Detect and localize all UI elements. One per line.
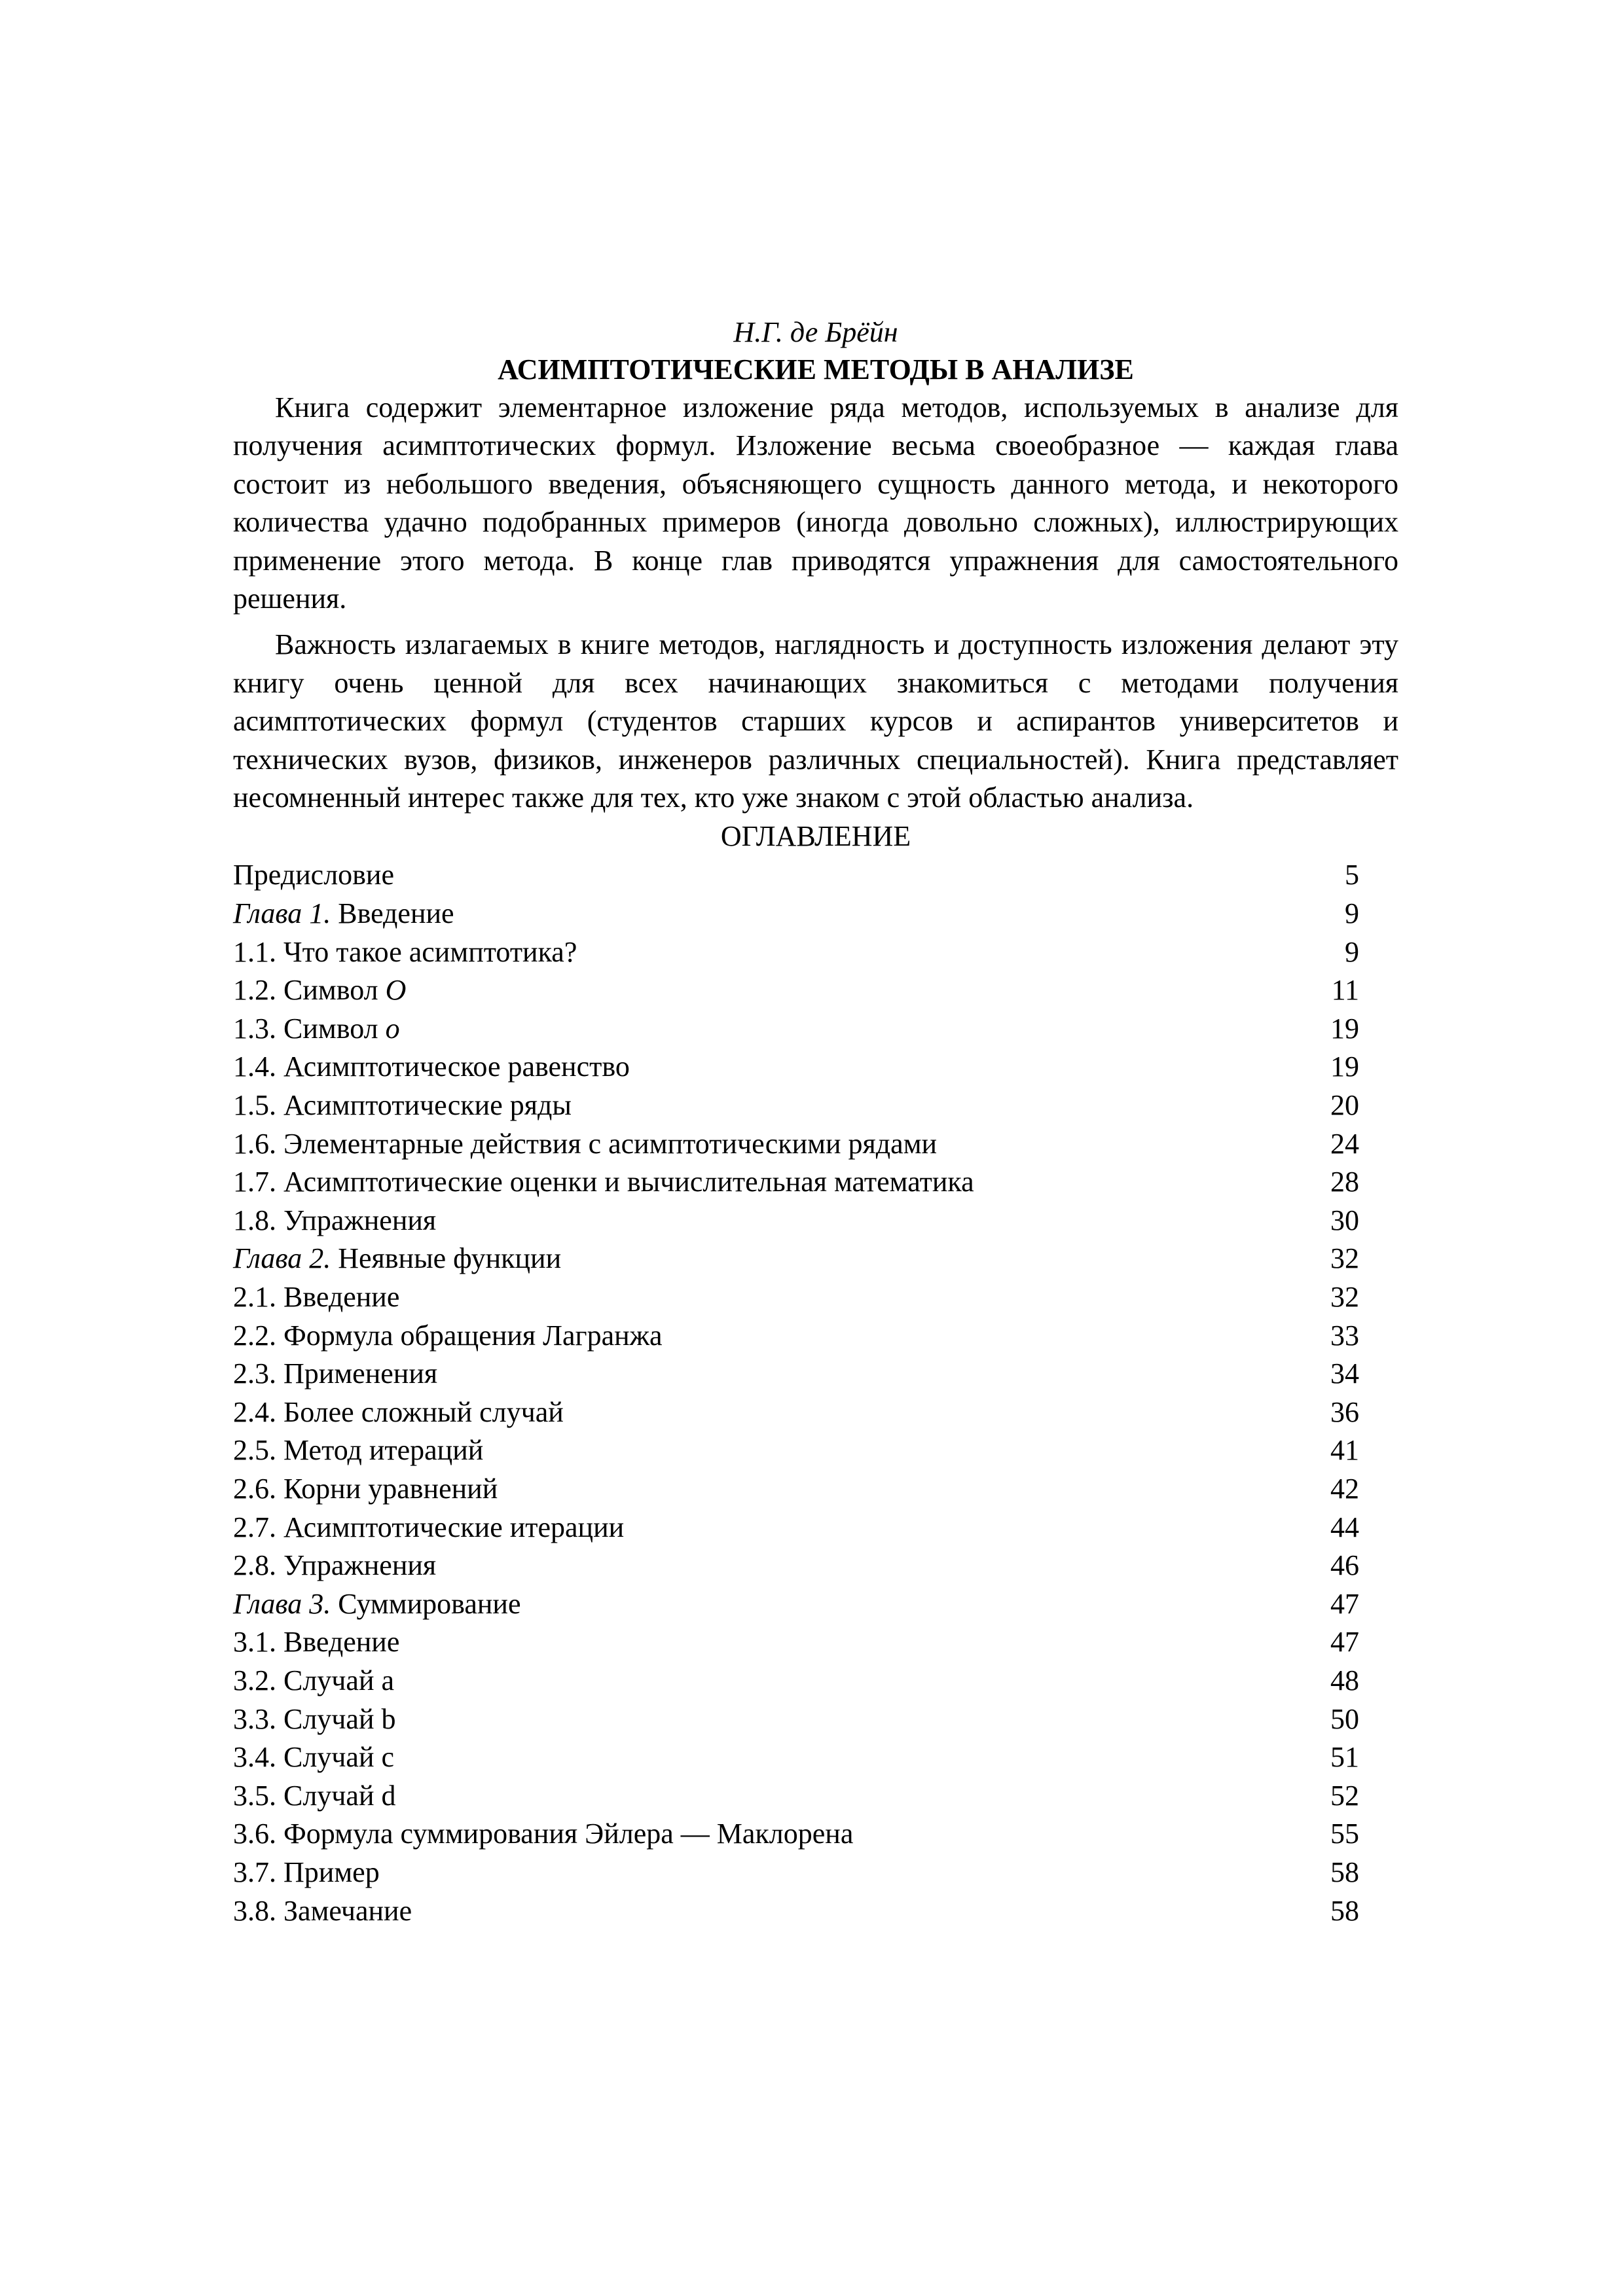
toc-chapter-prefix: Глава 1. bbox=[233, 897, 331, 930]
toc-page-number: 19 bbox=[1330, 1012, 1359, 1045]
toc-entry-label: 3.2. Случай a bbox=[233, 1664, 395, 1696]
toc-entry-title bbox=[233, 1777, 396, 1816]
toc-entry bbox=[233, 1010, 1398, 1049]
toc-entry-title bbox=[233, 1509, 624, 1547]
toc-entry-title bbox=[233, 1048, 630, 1086]
toc-entry bbox=[233, 1547, 1398, 1585]
toc-entry bbox=[233, 1815, 1398, 1854]
toc-heading: ОГЛАВЛЕНИЕ bbox=[720, 820, 911, 853]
toc-page-number: 52 bbox=[1330, 1779, 1359, 1812]
toc-chapter-prefix: Глава 2. bbox=[233, 1242, 331, 1275]
toc-entry-title bbox=[233, 1547, 436, 1585]
page bbox=[233, 314, 1398, 1930]
toc-entry-label: Неявные функции bbox=[331, 1242, 562, 1275]
toc-entry-label: 1.3. Символ bbox=[233, 1012, 386, 1045]
toc-entry bbox=[233, 1125, 1398, 1164]
toc-entry-label: 2.5. Метод итераций bbox=[233, 1434, 484, 1467]
toc-entry-title bbox=[233, 1393, 564, 1432]
toc-entry bbox=[233, 1202, 1398, 1240]
toc-entry-label: Суммирование bbox=[331, 1587, 521, 1620]
toc-entry bbox=[233, 1240, 1398, 1278]
toc-entry-label: 1.2. Символ bbox=[233, 974, 386, 1007]
toc-page-number: 55 bbox=[1330, 1818, 1359, 1850]
toc-page-number: 44 bbox=[1330, 1511, 1359, 1543]
toc-page-number: 24 bbox=[1330, 1127, 1359, 1160]
toc-entry-label: 1.4. Асимптотическое равенство bbox=[233, 1050, 630, 1083]
toc-entry bbox=[233, 1163, 1398, 1202]
toc-entry-label: 1.8. Упражнения bbox=[233, 1204, 437, 1236]
toc-entry-label: 3.6. Формула суммирования Эйлера — Маклорена bbox=[233, 1818, 854, 1850]
toc-entry-label: 3.8. Замечание bbox=[233, 1894, 412, 1927]
toc-entry-title bbox=[233, 1585, 520, 1624]
toc-page-number: 47 bbox=[1330, 1587, 1359, 1620]
toc-entry bbox=[233, 1278, 1398, 1317]
toc-entry-label: 2.8. Упражнения bbox=[233, 1549, 437, 1582]
toc-entry-title bbox=[233, 1662, 394, 1700]
toc-page-number: 50 bbox=[1330, 1702, 1359, 1735]
toc-entry-label: 2.1. Введение bbox=[233, 1281, 400, 1313]
toc-entry-label: 2.2. Формула обращения Лагранжа bbox=[233, 1319, 663, 1352]
toc-entry bbox=[233, 1892, 1398, 1931]
toc-entry-label: 3.4. Случай c bbox=[233, 1741, 395, 1774]
toc-entry-title bbox=[233, 1163, 974, 1202]
toc-entry-symbol: O bbox=[385, 974, 407, 1007]
toc-entry-title bbox=[233, 1125, 937, 1164]
toc-entry-label: 2.7. Асимптотические итерации bbox=[233, 1511, 625, 1543]
toc-entry bbox=[233, 1738, 1398, 1777]
toc-entry bbox=[233, 856, 1398, 895]
toc-entry-title bbox=[233, 971, 406, 1010]
toc-page-number: 51 bbox=[1330, 1741, 1359, 1774]
toc-entry-label: 2.6. Корни уравнений bbox=[233, 1472, 498, 1505]
toc-page-number: 48 bbox=[1330, 1664, 1359, 1696]
toc-entry-label: 3.7. Пример bbox=[233, 1856, 380, 1888]
toc-page-number: 58 bbox=[1330, 1856, 1359, 1888]
toc-page-number: 36 bbox=[1330, 1395, 1359, 1428]
toc-entry bbox=[233, 1317, 1398, 1355]
toc-entry-label: 3.3. Случай b bbox=[233, 1702, 396, 1735]
toc-entry-title bbox=[233, 1202, 436, 1240]
toc-entry-label: 1.1. Что такое асимптотика? bbox=[233, 935, 577, 968]
toc-entry-label: 3.5. Случай d bbox=[233, 1779, 396, 1812]
book-title: АСИМПТОТИЧЕСКИЕ МЕТОДЫ В АНАЛИЗЕ bbox=[498, 353, 1134, 386]
toc-page-number: 9 bbox=[1345, 935, 1359, 968]
toc-page-number: 33 bbox=[1330, 1319, 1359, 1352]
toc-entry-title bbox=[233, 933, 577, 972]
toc-page-number: 20 bbox=[1330, 1089, 1359, 1122]
toc-entry bbox=[233, 1355, 1398, 1393]
toc-entry bbox=[233, 1393, 1398, 1432]
toc-entry-title bbox=[233, 1623, 399, 1662]
description-paragraph: Важность излагаемых в книге методов, наглядность и доступность изложения делают эту книгу очень ценной для всех начинающих знакомиться с методами получения асимптотических формул (студентов старших курсов и аспирантов университетов и технических вузов, физиков, инженеров различных специальностей). Книга представляет несомненный интерес также для тех, кто уже знаком с этой областью анализа. bbox=[233, 628, 1398, 814]
toc-entry bbox=[233, 1431, 1398, 1470]
toc-entry-label: 1.6. Элементарные действия с асимптотическими рядами bbox=[233, 1127, 938, 1160]
toc-entry-title bbox=[233, 895, 454, 933]
toc-entry bbox=[233, 1854, 1398, 1892]
toc-entry-label: 1.5. Асимптотические ряды bbox=[233, 1089, 572, 1122]
toc-page-number: 32 bbox=[1330, 1242, 1359, 1275]
toc-entry-title bbox=[233, 1240, 561, 1278]
toc-entry bbox=[233, 1700, 1398, 1739]
table-of-contents bbox=[233, 856, 1398, 1930]
toc-page-number: 46 bbox=[1330, 1549, 1359, 1582]
toc-entry-title bbox=[233, 1317, 663, 1355]
toc-page-number: 5 bbox=[1345, 859, 1359, 891]
toc-entry-title bbox=[233, 1892, 412, 1931]
toc-entry-symbol: o bbox=[385, 1012, 400, 1045]
toc-entry-title bbox=[233, 1470, 498, 1509]
toc-entry-title bbox=[233, 1431, 483, 1470]
toc-entry-title bbox=[233, 856, 394, 895]
toc-entry bbox=[233, 971, 1398, 1010]
toc-entry-label: 2.3. Применения bbox=[233, 1357, 438, 1390]
toc-page-number: 30 bbox=[1330, 1204, 1359, 1236]
toc-entry-label: 1.7. Асимптотические оценки и вычислительная математика bbox=[233, 1166, 974, 1198]
toc-page-number: 34 bbox=[1330, 1357, 1359, 1390]
toc-entry bbox=[233, 933, 1398, 972]
toc-page-number: 41 bbox=[1330, 1434, 1359, 1467]
toc-page-number: 32 bbox=[1330, 1281, 1359, 1313]
toc-entry bbox=[233, 1662, 1398, 1700]
toc-entry-title bbox=[233, 1815, 853, 1854]
toc-page-number: 42 bbox=[1330, 1472, 1359, 1505]
toc-entry bbox=[233, 1086, 1398, 1125]
toc-entry-title bbox=[233, 1355, 437, 1393]
toc-entry-title bbox=[233, 1700, 396, 1739]
toc-entry bbox=[233, 1048, 1398, 1086]
toc-entry bbox=[233, 895, 1398, 933]
toc-chapter-prefix: Глава 3. bbox=[233, 1587, 331, 1620]
author-name: Н.Г. де Брёйн bbox=[733, 316, 898, 348]
toc-page-number: 19 bbox=[1330, 1050, 1359, 1083]
toc-entry-title bbox=[233, 1854, 380, 1892]
toc-entry bbox=[233, 1623, 1398, 1662]
toc-page-number: 9 bbox=[1345, 897, 1359, 930]
toc-entry-label: 2.4. Более сложный случай bbox=[233, 1395, 564, 1428]
toc-entry bbox=[233, 1585, 1398, 1624]
description-paragraph: Книга содержит элементарное изложение ряда методов, используемых в анализе для получения асимптотических формул. Изложение весьма своеобразное — каждая глава состоит из небольшого введения, объясняющего сущность данного метода, и некоторого количества удачно подобранных примеров (иногда довольно сложных), иллюстрирующих применение этого метода. В конце глав приводятся упражнения для самостоятельного решения. bbox=[233, 391, 1398, 615]
toc-page-number: 47 bbox=[1330, 1626, 1359, 1659]
toc-entry bbox=[233, 1777, 1398, 1816]
toc-page-number: 28 bbox=[1330, 1166, 1359, 1198]
toc-entry bbox=[233, 1470, 1398, 1509]
toc-page-number: 11 bbox=[1331, 974, 1359, 1007]
toc-entry bbox=[233, 1509, 1398, 1547]
toc-entry-title bbox=[233, 1010, 400, 1049]
toc-entry-title bbox=[233, 1738, 394, 1777]
toc-page-number: 58 bbox=[1330, 1894, 1359, 1927]
toc-entry-title bbox=[233, 1278, 399, 1317]
toc-entry-label: Введение bbox=[331, 897, 454, 930]
toc-entry-label: 3.1. Введение bbox=[233, 1626, 400, 1659]
toc-entry-label: Предисловие bbox=[233, 859, 394, 891]
toc-entry-title bbox=[233, 1086, 572, 1125]
